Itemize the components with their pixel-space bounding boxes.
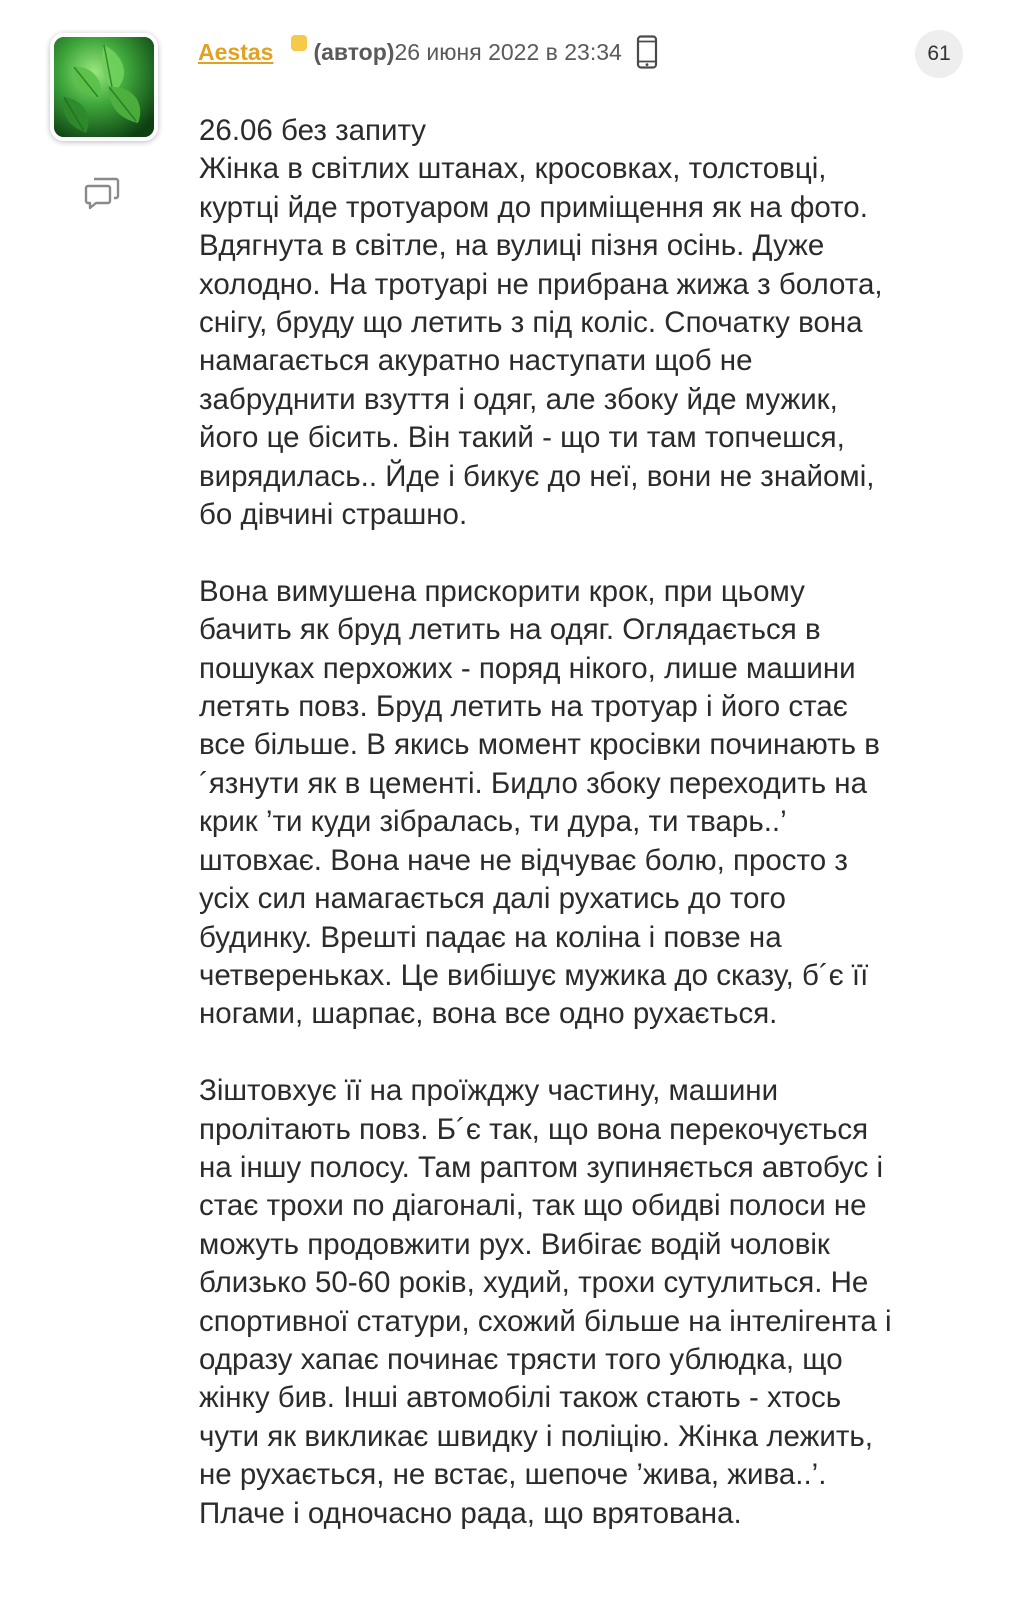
- replies-icon[interactable]: [84, 176, 120, 210]
- text-line: жінку бив. Інші автомобілі також стають - хтось: [199, 1381, 842, 1415]
- text-line: холодно. На тротуарі не прибрана жижа з болота,: [199, 267, 883, 301]
- paragraph-gap: [199, 1034, 989, 1072]
- comment-header: [198, 30, 658, 74]
- text-line: все більше. В якись момент кросівки починають в: [199, 728, 880, 762]
- text-line: штовхає. Вона наче не відчуває болю, просто з: [199, 843, 848, 877]
- text-line: Плаче і одночасно рада, що врятована.: [199, 1496, 742, 1530]
- text-line: на іншу полосу. Там раптом зупиняється автобус і: [199, 1150, 884, 1184]
- text-line: куртці йде тротуаром до приміщення як на фото.: [199, 190, 868, 224]
- mobile-phone-icon: [636, 35, 658, 69]
- author-avatar[interactable]: [50, 33, 158, 141]
- text-line: ногами, шарпає, вона все одно рухається.: [199, 997, 778, 1031]
- text-line: вирядилась.. Йде і бикує до неї, вони не знайомі,: [199, 459, 875, 493]
- text-line: 26.06 без запиту: [199, 114, 427, 147]
- comment-paragraph-1: [199, 112, 989, 534]
- text-line: бо дівчині страшно.: [199, 498, 468, 532]
- text-line: чути як викликає швидку і поліцію. Жінка лежить,: [199, 1419, 873, 1453]
- comment-date: 26 июня 2022 в 23:34: [394, 38, 622, 65]
- text-line: Жінка в світлих штанах, кросовках, толстовці,: [199, 152, 827, 186]
- text-line: Вона вимушена прискорити крок, при цьому: [199, 574, 805, 608]
- text-line: пошуках перхожих - поряд нікого, лише машини: [199, 651, 856, 685]
- text-line: четвереньках. Це вибішує мужика до сказу, б´є її: [199, 958, 869, 992]
- text-line: близько 50-60 років, худий, трохи сутулиться. Не: [199, 1266, 869, 1300]
- comment-counter-badge[interactable]: 61: [915, 30, 963, 78]
- text-line: можуть продовжити рух. Вибігає водій чоловік: [199, 1227, 830, 1261]
- text-line: ´язнути як в цементі. Бидло збоку переходить на: [199, 766, 867, 800]
- text-line: Зіштовхує її на проїжджу частину, машини: [199, 1074, 779, 1108]
- text-line: усіх сил намагається далі рухатись до того: [199, 882, 786, 916]
- text-line: бачить як бруд летить на одяг. Оглядається в: [199, 613, 821, 647]
- text-line: будинку. Врешті падає на коліна і повзе на: [199, 920, 782, 954]
- text-line: не рухається, не встає, шепоче ’жива, жива..’.: [199, 1458, 827, 1492]
- nettle-leaves-image: [54, 37, 154, 137]
- author-link[interactable]: Aestas: [198, 38, 274, 65]
- paragraph-gap: [199, 534, 989, 572]
- text-line: намагається акуратно наступати щоб не: [199, 344, 753, 378]
- text-line: стає трохи по діагоналі, так що обидві полоси не: [199, 1189, 867, 1223]
- comment-body: [199, 112, 989, 1533]
- text-line: його це бісить. Він такий - що ти там топчешся,: [199, 421, 845, 455]
- text-line: снігу, бруду що летить з під коліс. Спочатку вона: [199, 306, 863, 340]
- text-line: спортивної статури, схожий більше на інтелігента і: [199, 1304, 892, 1338]
- comment-paragraph-3: [199, 1072, 989, 1533]
- text-line: Вдягнута в світле, на вулиці пізня осінь. Дуже: [199, 229, 825, 263]
- text-line: пролітають повз. Б´є так, що вона перекочується: [199, 1112, 869, 1146]
- text-line: одразу хапає починає трясти того ублюдка, що: [199, 1342, 843, 1376]
- comment-paragraph-2: [199, 573, 989, 1034]
- author-badge-icon: [291, 35, 307, 51]
- text-line: забруднити взуття і одяг, але збоку йде мужик,: [199, 382, 838, 416]
- text-line: летять повз. Бруд летить на тротуар і його стає: [199, 690, 848, 724]
- author-role-label: (автор): [313, 38, 395, 65]
- text-line: крик ’ти куди зібралась, ти дура, ти тварь..’: [199, 805, 787, 839]
